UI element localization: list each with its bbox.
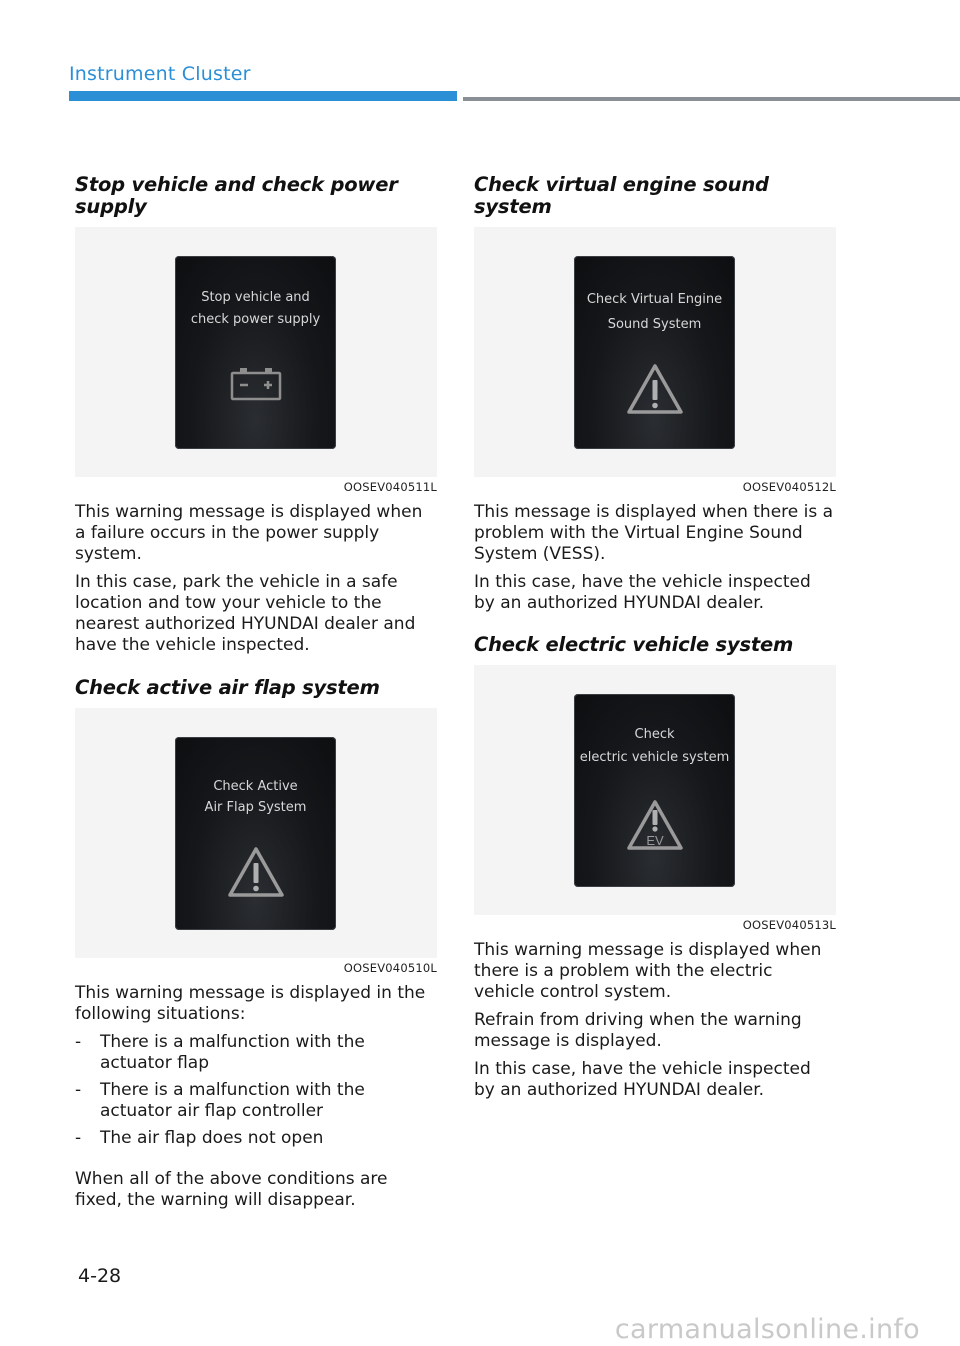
figure-code: OOSEV040510L: [343, 961, 437, 975]
right-column: [474, 174, 836, 1108]
section-heading-air-flap: Check active air flap system: [75, 676, 380, 699]
screen-message-line1: Check: [634, 727, 675, 742]
cluster-screen: [175, 737, 336, 930]
figure-power-supply: [75, 227, 437, 477]
header-rule-accent: [69, 91, 457, 101]
section-heading-virtual-engine-sound: Check virtual engine sound system: [474, 173, 769, 218]
page-number: 4-28: [78, 1265, 122, 1287]
figure-code: OOSEV040511L: [343, 480, 437, 494]
figure-air-flap: [75, 708, 437, 958]
list-item: - The air flap does not open: [75, 1128, 437, 1149]
section-header-title: Instrument Cluster: [69, 63, 251, 85]
screen-message-line2: check power supply: [190, 312, 321, 327]
warning-triangle-icon: [226, 845, 286, 901]
paragraph: This message is displayed when there is a problem with the Virtual Engine Sound System (VESS).: [474, 502, 834, 564]
paragraph: This warning message is displayed when a failure occurs in the power supply system.: [75, 502, 423, 564]
ev-label: EV: [645, 833, 664, 848]
screen-message-line1: Check Virtual Engine: [586, 292, 723, 307]
condition-list: [75, 1032, 437, 1149]
list-item: - There is a malfunction with the actuator air flap controller: [75, 1080, 437, 1122]
warning-triangle-icon: [625, 362, 685, 418]
watermark-text: carmanualsonline.info: [614, 1314, 920, 1345]
paragraph: In this case, have the vehicle inspected by an authorized HYUNDAI dealer.: [474, 572, 811, 613]
screen-message-line1: Check Active: [213, 779, 298, 794]
paragraph: In this case, park the vehicle in a safe location and tow your vehicle to the nearest authorized HYUNDAI dealer and have the vehicle inspected.: [75, 572, 416, 655]
ev-warning-icon: [625, 798, 685, 854]
screen-message-line2: Air Flap System: [204, 800, 307, 815]
screen-message-line2: electric vehicle system: [579, 750, 730, 765]
cluster-screen: [574, 694, 735, 887]
section-heading-ev-system: Check electric vehicle system: [474, 633, 794, 656]
paragraph: This warning message is displayed when there is a problem with the electric vehicle control system.: [474, 940, 822, 1002]
figure-code: OOSEV040512L: [742, 480, 836, 494]
paragraph: This warning message is displayed in the following situations:: [75, 983, 426, 1024]
paragraph: In this case, have the vehicle inspected by an authorized HYUNDAI dealer.: [474, 1059, 811, 1100]
figure-code: OOSEV040513L: [742, 918, 836, 932]
list-item: - There is a malfunction with the actuator flap: [75, 1032, 437, 1074]
cluster-screen: [175, 256, 336, 449]
left-column: [75, 174, 437, 1218]
section-heading-power-supply: Stop vehicle and check power supply: [75, 173, 398, 218]
figure-virtual-engine-sound: [474, 227, 836, 477]
figure-ev-system: [474, 665, 836, 915]
screen-message-line2: Sound System: [607, 317, 702, 332]
cluster-screen: [574, 256, 735, 449]
paragraph: When all of the above conditions are fixed, the warning will disappear.: [75, 1169, 388, 1210]
paragraph: Refrain from driving when the warning message is displayed.: [474, 1010, 802, 1051]
battery-icon: [228, 364, 284, 404]
header-rule-gray: [463, 97, 960, 101]
screen-message-line1: Stop vehicle and: [201, 290, 310, 305]
